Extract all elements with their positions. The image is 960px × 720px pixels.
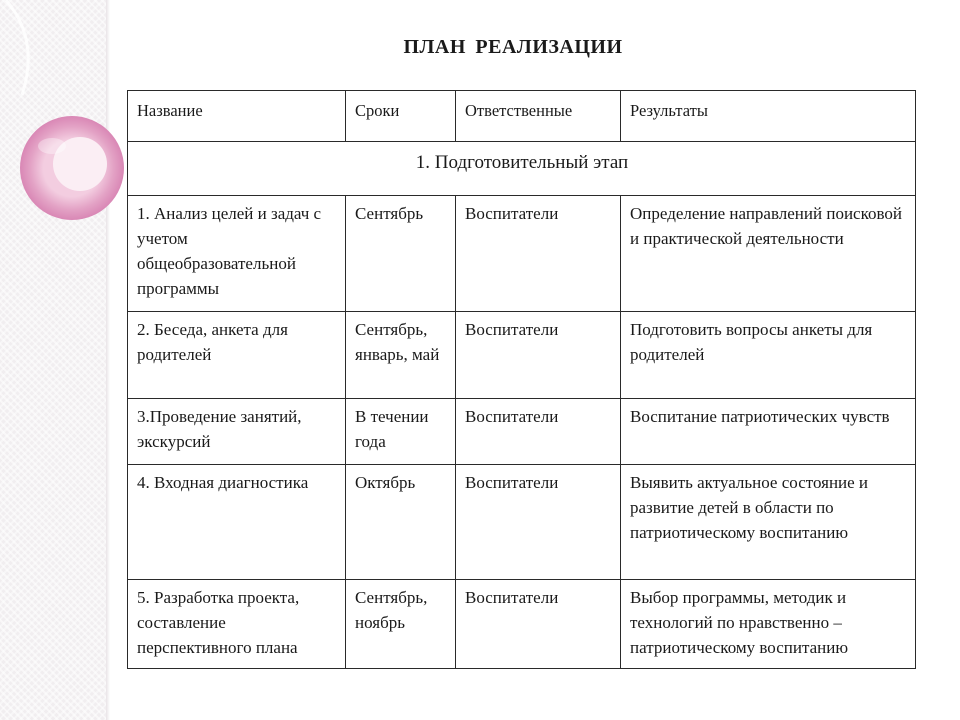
header-result: Результаты	[621, 91, 916, 142]
cell-result: Воспитание патриотических чувств	[621, 399, 916, 465]
cell-name: 2. Беседа, анкета для родителей	[128, 312, 346, 399]
cell-result: Выбор программы, методик и технологий по нравственно – патриотическому воспитанию	[621, 580, 916, 669]
cell-responsible: Воспитатели	[456, 580, 621, 669]
cell-name: 3.Проведение занятий, экскурсий	[128, 399, 346, 465]
table-row	[128, 196, 916, 312]
header-name: Название	[128, 91, 346, 142]
table-row	[128, 580, 916, 669]
cell-term: Октябрь	[346, 465, 456, 580]
cell-result: Подготовить вопросы анкеты для родителей	[621, 312, 916, 399]
cell-name: 5. Разработка проекта, составление перспективного плана	[128, 580, 346, 669]
cell-responsible: Воспитатели	[456, 399, 621, 465]
cell-name: 4. Входная диагностика	[128, 465, 346, 580]
plan-table	[127, 90, 916, 669]
table-row	[128, 312, 916, 399]
cell-result: Определение направлений поисковой и практической деятельности	[621, 196, 916, 312]
cell-result: Выявить актуальное состояние и развитие детей в области по патриотическому воспитанию	[621, 465, 916, 580]
cell-term: Сентябрь, январь, май	[346, 312, 456, 399]
table-row	[128, 399, 916, 465]
cell-term: Сентябрь	[346, 196, 456, 312]
header-term: Сроки	[346, 91, 456, 142]
stage-title: 1. Подготовительный этап	[128, 142, 916, 196]
cell-name: 1. Анализ целей и задач с учетом общеобразовательной программы	[128, 196, 346, 312]
cell-term: Сентябрь, ноябрь	[346, 580, 456, 669]
cell-responsible: Воспитатели	[456, 312, 621, 399]
decorative-ring-highlight	[38, 138, 66, 154]
stage-row	[128, 142, 916, 196]
page-title: ПЛАН РЕАЛИЗАЦИИ	[403, 36, 623, 58]
header-responsible: Ответственные	[456, 91, 621, 142]
cell-responsible: Воспитатели	[456, 196, 621, 312]
cell-term: В течении года	[346, 399, 456, 465]
cell-responsible: Воспитатели	[456, 465, 621, 580]
table-row	[128, 465, 916, 580]
table-header-row	[128, 91, 916, 142]
